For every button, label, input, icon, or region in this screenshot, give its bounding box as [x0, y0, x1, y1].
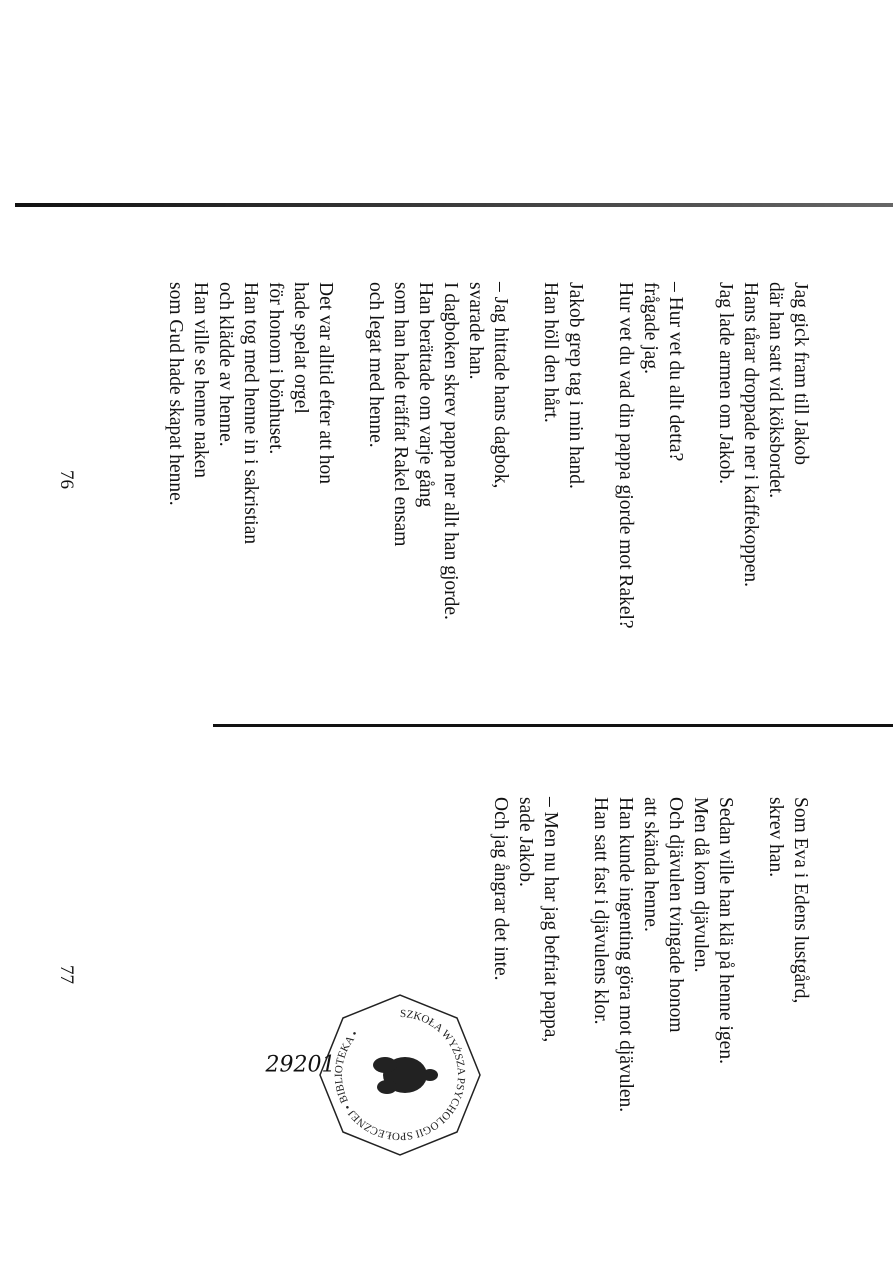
page-77-text — [488, 797, 813, 1112]
svg-text:SZKOŁA WYŻSZA PSYCHOLOGII SPOŁ: SZKOŁA WYŻSZA PSYCHOLOGII SPOŁECZNEJ • BIBLIOTEKA • — [332, 1007, 468, 1143]
page-edge-rule-middle — [213, 724, 893, 727]
text-line: svarade han. — [465, 282, 486, 380]
text-line: som han hade träffat Rakel ensam — [390, 282, 411, 547]
text-line: Jag lade armen om Jakob. — [715, 282, 736, 484]
text-line: Hur vet du vad din pappa gjorde mot Rakel? — [615, 282, 636, 629]
text-line: – Men nu har jag befriat pappa, — [540, 797, 561, 1043]
page-number-77: 77 — [56, 965, 77, 984]
text-line: Jag gick fram till Jakob — [790, 282, 811, 466]
text-line: Han höll den hårt. — [540, 282, 561, 423]
text-line: frågade jag. — [640, 282, 661, 375]
text-line: Han satt fast i djävulens klor. — [590, 797, 611, 1025]
blank-line — [588, 282, 613, 629]
text-line: att skända henne. — [640, 797, 661, 932]
blank-line — [688, 282, 713, 629]
text-line: Sedan ville han klä på henne igen. — [715, 797, 736, 1064]
text-line: Som Eva i Edens lustgård, — [790, 797, 811, 1004]
text-line: Jakob grep tag i min hand. — [565, 282, 586, 489]
text-line: för honom i bönhuset. — [265, 282, 286, 455]
text-line: hade spelat orgel — [290, 282, 311, 414]
text-line: Men då kom djävulen. — [690, 797, 711, 973]
text-line: – Jag hittade hans dagbok, — [490, 282, 511, 489]
text-line: Hans tårar droppade ner i kaffekoppen. — [740, 282, 761, 588]
text-line: skrev han. — [765, 797, 786, 878]
text-line: som Gud hade skapat henne. — [165, 282, 186, 506]
text-line: och klädde av henne. — [215, 282, 236, 447]
blank-line — [338, 282, 363, 629]
page-edge-rule-top — [15, 203, 893, 207]
text-line: Och djävulen tvingade honom — [665, 797, 686, 1033]
handwritten-number: 29201 — [265, 1052, 336, 1078]
library-stamp — [315, 990, 485, 1160]
blank-line — [513, 282, 538, 629]
text-line: Han kunde ingenting göra mot djävulen. — [615, 797, 636, 1113]
text-line: där han satt vid köksbordet. — [765, 282, 786, 499]
text-line: och legat med henne. — [365, 282, 386, 448]
blank-line — [738, 797, 763, 1112]
page-number-76: 76 — [56, 470, 77, 489]
text-line: – Hur vet du allt detta? — [665, 282, 686, 462]
text-line: Det var alltid efter att hon — [315, 282, 336, 484]
text-line: Han tog med henne in i sakristian — [240, 282, 261, 545]
text-line: Och jag ångrar det inte. — [490, 797, 511, 981]
blank-line — [563, 797, 588, 1112]
text-line: sade Jakob. — [515, 797, 536, 887]
page-76-text — [163, 282, 813, 629]
text-line: Han ville se henne naken — [190, 282, 211, 479]
text-line: I dagboken skrev pappa ner allt han gjorde. — [440, 282, 461, 620]
text-line: Han berättade om varje gång — [415, 282, 436, 508]
